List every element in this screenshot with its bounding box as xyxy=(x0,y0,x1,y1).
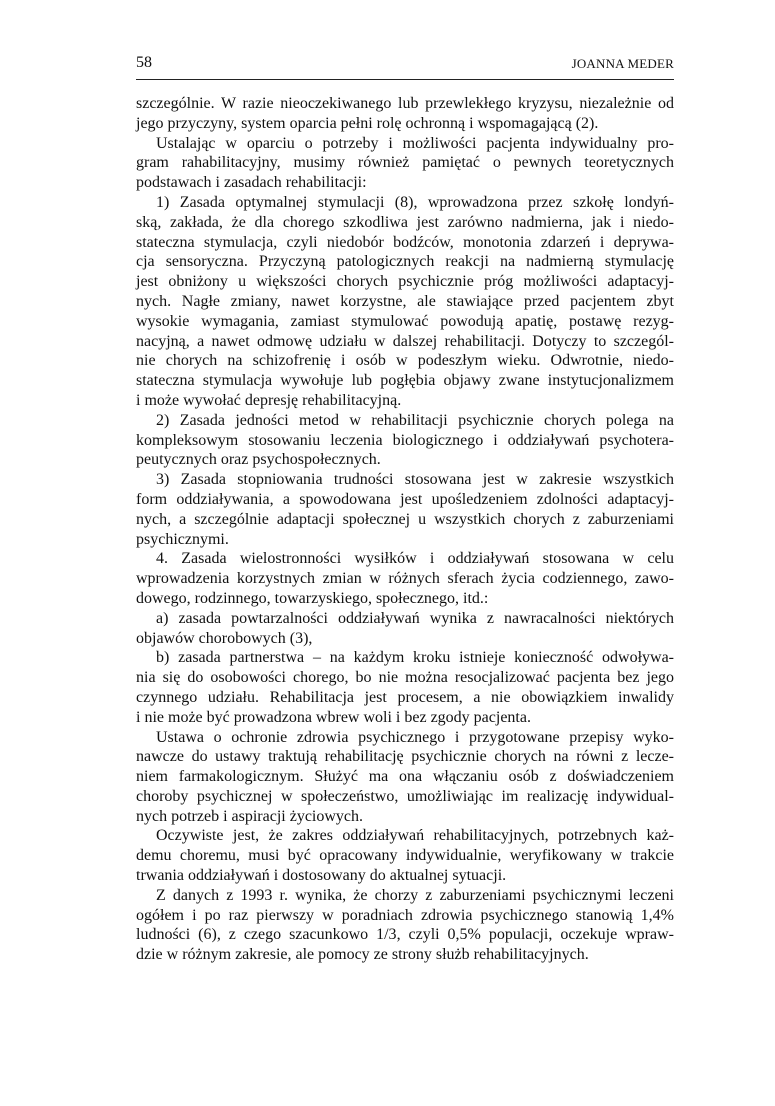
text-line: nych. Nagłe zmiany, nawet korzystne, ale stawiające przed pacjentem zbyt xyxy=(136,292,674,310)
text-line: kompleksowym stosowaniu leczenia biologicznego i oddziaływań psychotera- xyxy=(136,431,674,449)
page-number: 58 xyxy=(136,54,152,71)
text-line: a) zasada powtarzalności oddziaływań wynika z nawracalności niektórych xyxy=(156,609,674,627)
text-line: ludności (6), z czego szacunkowo 1/3, czyli 0,5% populacji, oczekuje wpraw- xyxy=(136,926,674,944)
text-line: 4. Zasada wielostronności wysiłków i oddziaływań stosowana w celu xyxy=(156,550,674,568)
text-line: Ustalając w oparciu o potrzeby i możliwości pacjenta indywidualny pro- xyxy=(156,134,674,152)
text-line: i może wywołać depresję rehabilitacyjną. xyxy=(136,391,402,409)
paragraph xyxy=(136,886,674,965)
text-line: 3) Zasada stopniowania trudności stosowana jest w zakresie wszystkich xyxy=(156,471,674,489)
paragraph xyxy=(136,134,674,193)
running-head-author: JOANNA MEDER xyxy=(571,56,674,71)
paragraph xyxy=(136,648,674,727)
paragraph xyxy=(136,94,674,134)
paragraph xyxy=(136,609,674,649)
text-line: jest obniżony u większości chorych psychicznie próg możliwości adaptacyj- xyxy=(136,273,674,291)
text-line: cja sensoryczna. Przyczyną patologicznych reakcji na nadmierną stymulację xyxy=(136,253,674,271)
body-text xyxy=(136,94,674,965)
text-line: peutycznych oraz psychospołecznych. xyxy=(136,451,381,469)
text-line: 1) Zasada optymalnej stymulacji (8), wprowadzona przez szkołę londyń- xyxy=(156,193,674,211)
text-line: podstawach i zasadach rehabilitacji: xyxy=(136,174,367,192)
text-line: 2) Zasada jedności metod w rehabilitacji psychicznie chorych polega na xyxy=(156,411,674,429)
paragraph xyxy=(136,549,674,608)
page-header xyxy=(136,54,674,74)
text-line: gram rahabilitacyjny, musimy również pamiętać o pewnych teoretycznych xyxy=(136,154,674,172)
text-line: stateczna stymulacja wywołuje lub pogłębia objawy zwane instytucjonalizmem xyxy=(136,372,674,390)
text-line: jego przyczyny, system oparcia pełni rolę ochronną i wspomagającą (2). xyxy=(136,114,599,132)
text-line: b) zasada partnerstwa – na każdym kroku istnieje konieczność odwoływa- xyxy=(156,649,674,667)
text-line: i nie może być prowadzona wbrew woli i bez zgody pacjenta. xyxy=(136,708,531,726)
text-line: form oddziaływania, a spowodowana jest upośledzeniem zdolności adaptacyj- xyxy=(136,490,674,508)
text-line: objawów chorobowych (3), xyxy=(136,629,313,647)
text-line: wprowadzenia korzystnych zmian w różnych sferach życia codziennego, zawo- xyxy=(136,570,674,588)
paragraph xyxy=(136,826,674,885)
text-line: Z danych z 1993 r. wynika, że chorzy z zaburzeniami psychicznymi leczeni xyxy=(156,886,674,904)
text-line: wysokie wymagania, zamiast stymulować powodują apatię, postawę rezyg- xyxy=(136,312,674,330)
text-line: Ustawa o ochronie zdrowia psychicznego i przygotowane przepisy wyko- xyxy=(156,728,674,746)
text-line: stateczna stymulacja, czyli niedobór bodźców, monotonia zdarzeń i deprywa- xyxy=(136,233,674,251)
paragraph xyxy=(136,193,674,411)
text-line: nie chorych na schizofrenię i osób w podeszłym wieku. Odwrotnie, niedo- xyxy=(136,352,674,370)
text-line: psychicznymi. xyxy=(136,530,229,548)
text-line: nych potrzeb i aspiracji życiowych. xyxy=(136,807,364,825)
text-line: choroby psychicznej w społeczeństwo, umożliwiając im realizację indywidual- xyxy=(136,787,674,805)
text-line: dowego, rodzinnego, towarzyskiego, społecznego, itd.: xyxy=(136,589,489,607)
text-line: nacyjną, a nawet odmowę udziału w dalszej rehabilitacji. Dotyczy to szczegól- xyxy=(136,332,674,350)
text-line: nych, a szczególnie adaptacji społecznej u wszystkich chorych z zaburzeniami xyxy=(136,510,674,528)
text-line: szczególnie. W razie nieoczekiwanego lub przewlekłego kryzysu, niezależnie od xyxy=(136,95,674,112)
text-line: nawcze do ustawy traktują rehabilitację psychicznie chorych na równi z lecze- xyxy=(136,748,674,766)
text-line: Oczywiste jest, że zakres oddziaływań rehabilitacyjnych, potrzebnych każ- xyxy=(156,827,674,845)
text-line: trwania oddziaływań i dostosowany do aktualnej sytuacji. xyxy=(136,867,507,885)
text-line: demu choremu, musi być opracowany indywidualnie, weryfikowany w trakcie xyxy=(136,847,674,865)
text-line: ską, zakłada, że dla chorego szkodliwa jest zarówno nadmierna, jak i niedo- xyxy=(136,213,674,231)
text-line: nia się do osobowości chorego, bo nie można resocjalizować pacjenta bez jego xyxy=(136,669,674,687)
text-line: dzie w różnym zakresie, ale pomocy ze strony służb rehabilitacyjnych. xyxy=(136,946,589,964)
text-line: ogółem i po raz pierwszy w poradniach zdrowia psychicznego stanowią 1,4% xyxy=(136,906,674,924)
header-rule xyxy=(136,79,674,80)
paragraph xyxy=(136,728,674,827)
paragraph xyxy=(136,411,674,470)
paragraph xyxy=(136,470,674,549)
text-line: niem farmakologicznym. Służyć ma ona włączaniu osób z doświadczeniem xyxy=(136,768,674,786)
text-line: czynnego udziału. Rehabilitacja jest procesem, a nie obowiązkiem inwalidy xyxy=(136,688,674,706)
